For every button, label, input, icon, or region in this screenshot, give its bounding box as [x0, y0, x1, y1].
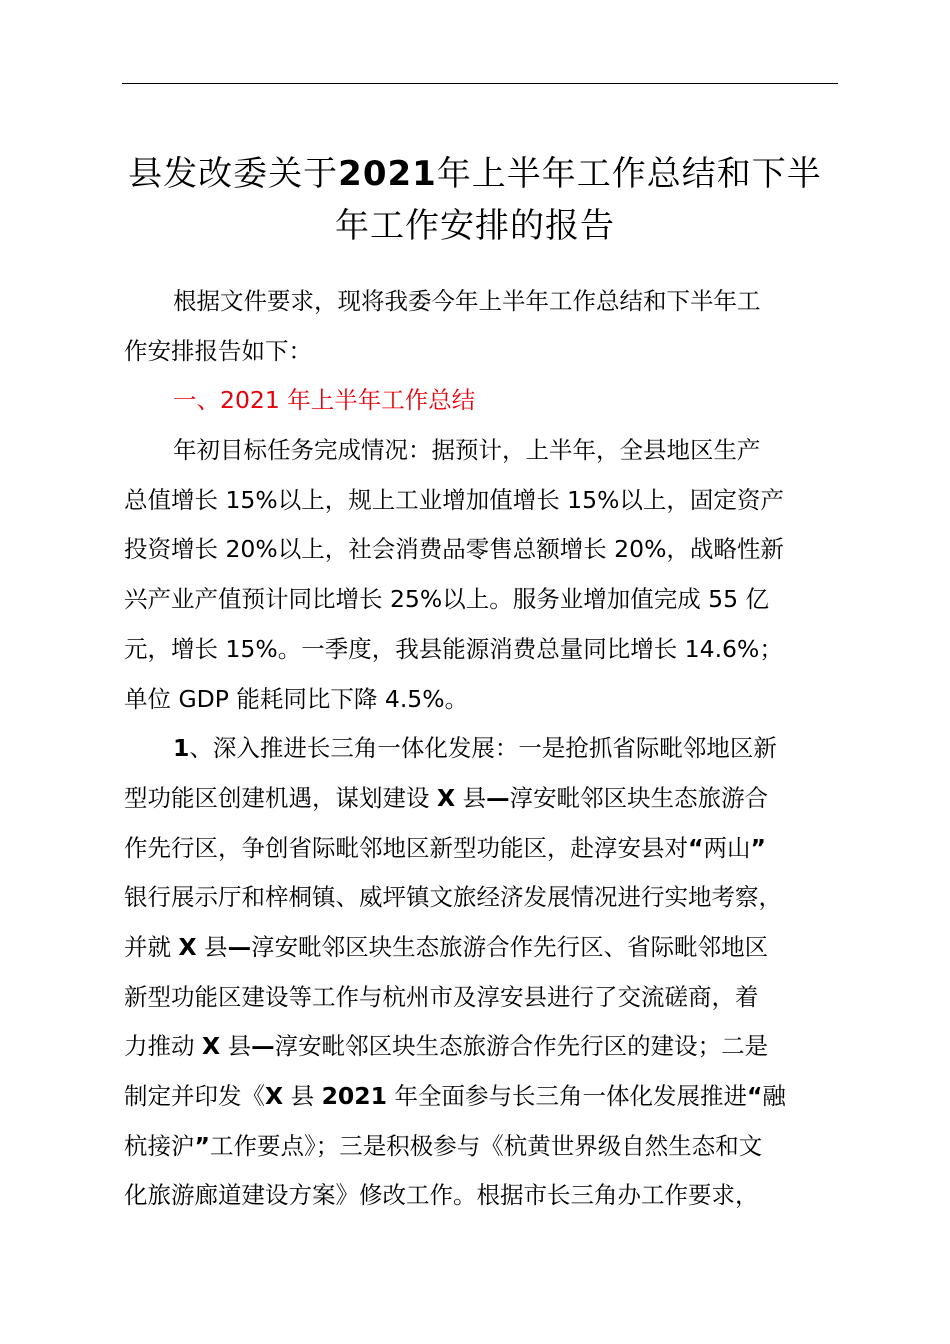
targets-line-1: 年初目标任务完成情况：据预计，上半年，全县地区生产 — [173, 436, 761, 465]
item1-line-9: 杭接沪”工作要点》；三是积极参与《杭黄世界级自然生态和文 — [124, 1131, 763, 1160]
targets-line-6: 单位 GDP 能耗同比下降 4.5%。 — [124, 684, 469, 713]
item1-line-10: 化旅游廊道建设方案》修改工作。根据市长三角办工作要求， — [124, 1181, 759, 1210]
targets-line-2: 总值增长 15%以上，规上工业增加值增长 15%以上，固定资产 — [124, 485, 784, 514]
title-line-1: 县发改委关于2021年上半年工作总结和下半 — [128, 154, 822, 194]
item1-line-8: 制定并印发《X 县 2021 年全面参与长三角一体化发展推进“融 — [124, 1082, 786, 1110]
targets-line-4: 兴产业产值预计同比增长 25%以上。服务业增加值完成 55 亿 — [124, 585, 770, 614]
item1-line-3: 作先行区，争创省际毗邻地区新型功能区，赴淳安县对“两山” — [124, 833, 766, 862]
intro-line-1: 根据文件要求，现将我委今年上半年工作总结和下半年工 — [173, 287, 761, 315]
item1-line-1: 1、深入推进长三角一体化发展：一是抢抓省际毗邻地区新 — [173, 734, 777, 763]
item1-line-6: 新型功能区建设等工作与杭州市及淳安县进行了交流磋商，着 — [124, 982, 759, 1011]
item1-line-2: 型功能区创建机遇，谋划建设 X 县—淳安毗邻区块生态旅游合 — [124, 783, 769, 812]
section-heading: 一、2021 年上半年工作总结 — [173, 386, 476, 415]
targets-line-3: 投资增长 20%以上，社会消费品零售总额增长 20%，战略性新 — [124, 535, 784, 564]
document-title — [100, 148, 850, 252]
title-line-2: 年工作安排的报告 — [335, 206, 615, 246]
header-rule — [122, 83, 838, 84]
targets-line-5: 元，增长 15%。一季度，我县能源消费总量同比增长 14.6%； — [124, 634, 783, 663]
intro-line-2: 作安排报告如下： — [124, 336, 312, 365]
document-body — [124, 277, 840, 1221]
item1-line-7: 力推动 X 县—淳安毗邻区块生态旅游合作先行区的建设；二是 — [124, 1032, 769, 1061]
item1-line-5: 并就 X 县—淳安毗邻区块生态旅游合作先行区、省际毗邻地区 — [124, 932, 769, 961]
item1-line-4: 银行展示厅和梓桐镇、威坪镇文旅经济发展情况进行实地考察， — [124, 883, 782, 912]
